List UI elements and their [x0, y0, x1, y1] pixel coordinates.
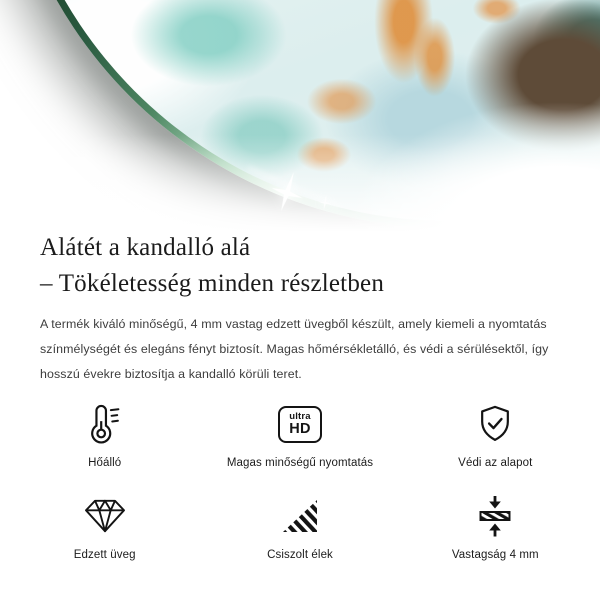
description-line: hosszú évekre biztosítja a kandalló körüli teret.: [40, 367, 302, 381]
thickness-icon: [475, 493, 515, 539]
description-line: A termék kiváló minőségű, 4 mm vastag edzett üvegből készült, amely kiemeli a nyomtatás: [40, 317, 547, 331]
feature-thickness: [398, 493, 593, 561]
feature-protects-base: [398, 401, 593, 469]
feature-tempered-glass: [7, 493, 202, 561]
feature-label: Magas minőségű nyomtatás: [226, 457, 374, 469]
small-sparkle-icon: [315, 193, 336, 214]
feature-polished-edges: [202, 493, 397, 561]
diamond-icon: [83, 493, 127, 539]
ultra-hd-badge: [278, 406, 322, 443]
product-info-section: [0, 232, 600, 561]
feature-print-quality: [202, 401, 397, 469]
features-grid: [7, 401, 593, 561]
polished-edges-icon: [280, 493, 320, 539]
feature-label: Vastagság 4 mm: [451, 549, 539, 561]
feature-label: Védi az alapot: [458, 457, 533, 469]
feature-label: Csiszolt élek: [267, 549, 333, 561]
title-line-1: Alátét a kandalló alá: [40, 234, 251, 261]
feature-label: Hőálló: [88, 457, 122, 469]
shield-check-icon: [476, 401, 514, 447]
badge-text-hd: HD: [289, 421, 311, 437]
feature-label: Edzett üveg: [73, 549, 136, 561]
ultra-hd-icon: [278, 401, 322, 447]
product-description: [40, 312, 600, 387]
title-line-2: – Tökéletesség minden részletben: [40, 270, 385, 297]
badge-text-ultra: ultra: [289, 410, 311, 422]
product-image: [0, 0, 600, 232]
feature-heat-resistant: [7, 401, 202, 469]
description-line: színmélységét és elegáns fényt biztosít. Magas hőmérsékletálló, és védi a sérülésektől, így: [40, 342, 549, 356]
thermometer-icon: [86, 401, 124, 447]
page-title: [40, 230, 600, 302]
